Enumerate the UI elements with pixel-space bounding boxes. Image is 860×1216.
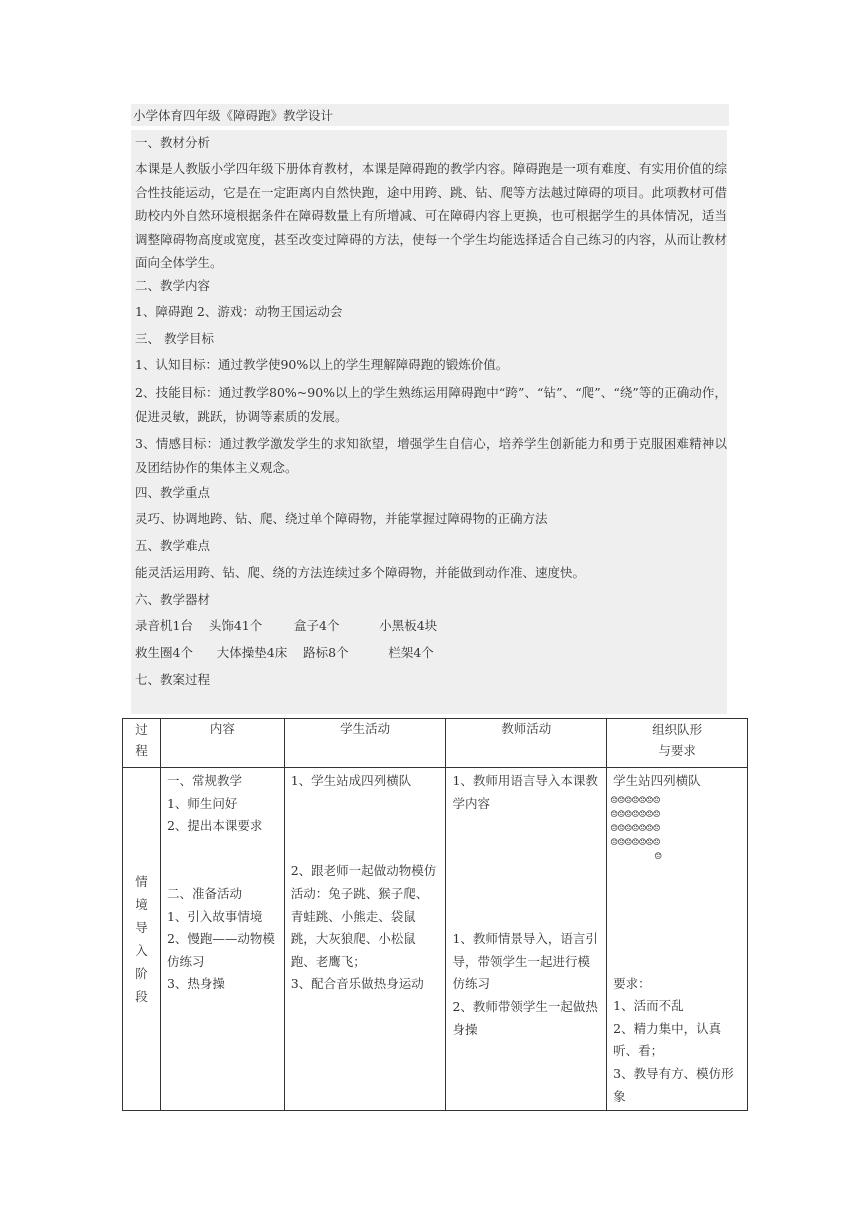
section-body-1: 本课是人教版小学四年级下册体育教材，本课是障碍跑的教学内容。障碍跑是一项有难度、有实用价值的综合性技能运动，它是在一定距离内自然快跑，途中用跨、跳、钻、爬等方法越过障碍的项目。此项教材可借助校内外自然环境根据条件在障碍数量上有所增减、可在障碍内容上更换，也可根据学生的具体情况，适当调整障碍物高度或宽度，甚至改变过障碍的方法，使每一个学生均能选择适合自己练习的内容，从而让教材面向全体学生。 [135,161,727,271]
document-title: 小学体育四年级《障碍跑》教学设计 [133,108,334,123]
equipment-line-2: 救生圈4个 大体操垫4床 路标8个 栏架4个 [135,645,434,660]
section-heading-7: 七、教案过程 [135,672,211,687]
formation-row: ☹☹☹☹☹☹☹ [610,809,660,820]
goal-emotion: 3、情感目标：通过教学激发学生的求知欲望，增强学生自信心，培养学生创新能力和勇于克服困难精神以及团结协作的集体主义观念。 [135,436,727,475]
header-formation: 组织队形 与要求 [607,719,748,768]
lesson-plan-table [122,718,748,1111]
goal-skill: 2、技能目标：通过教学80%~90%以上的学生熟练运用障碍跑中“跨”、“钻”、“爬”、“绕”等的正确动作，促进灵敏，跳跃，协调等素质的发展。 [135,385,727,424]
teacher-marker: ☹ [654,851,662,862]
table-row [123,768,748,1111]
goal-cognitive: 1、认知目标：通过教学使90%以上的学生理解障碍跑的锻炼价值。 [135,357,509,372]
equipment-line-1: 录音机1台 头饰41个 盒子4个 小黑板4块 [135,618,438,633]
formation-row: ☹☹☹☹☹☹☹ [610,823,660,834]
section-heading-4: 四、教学重点 [135,485,211,500]
formation-label: 学生站四列横队 [613,773,701,788]
section-body-5: 能灵活运用跨、钻、爬、绕的方法连续过多个障碍物，并能做到动作准、速度快。 [135,565,586,580]
header-teacher-activity: 教师活动 [446,719,607,768]
table-header-row [123,719,748,768]
header-content: 内容 [160,719,284,768]
header-stage: 过程 [123,719,161,768]
content-cell: 一、常规教学 1、师生问好 2、提出本课要求 二、准备活动 1、引入故事情境 2、慢跑——动物模仿练习 3、热身操 [160,768,284,1111]
formation-row: ☹☹☹☹☹☹☹ [610,837,660,848]
section-heading-3: 三、 教学目标 [135,331,214,346]
formation-requirements: 要求： 1、活而不乱 2、精力集中，认真听、看； 3、教导有方、模仿形象 [613,975,734,1104]
section-body-2: 1、障碍跑 2、游戏：动物王国运动会 [135,304,343,319]
header-student-activity: 学生活动 [284,719,446,768]
stage-cell: 情境导入阶段 [123,768,161,1111]
section-body-4: 灵巧、协调地跨、钻、爬、绕过单个障碍物，并能掌握过障碍物的正确方法 [135,511,548,526]
teacher-activity-cell: 1、教师用语言导入本课教学内容 1、教师情景导入，语言引导，带领学生一起进行模仿练习 2、教师带领学生一起做热身操 [446,768,607,1111]
section-heading-6: 六、教学器材 [135,592,211,607]
formation-cell [607,768,748,1111]
section-heading-1: 一、教材分析 [135,135,211,150]
student-activity-cell: 1、学生站成四列横队 2、跟老师一起做动物模仿活动：兔子跳、猴子爬、青蛙跳、小熊走、袋鼠跳，大灰狼爬、小松鼠跑、老鹰飞； 3、配合音乐做热身运动 [284,768,446,1111]
section-heading-5: 五、教学难点 [135,538,211,553]
formation-row: ☹☹☹☹☹☹☹ [610,795,660,806]
section-heading-2: 二、教学内容 [135,278,211,293]
student-formation-diagram [610,795,747,865]
